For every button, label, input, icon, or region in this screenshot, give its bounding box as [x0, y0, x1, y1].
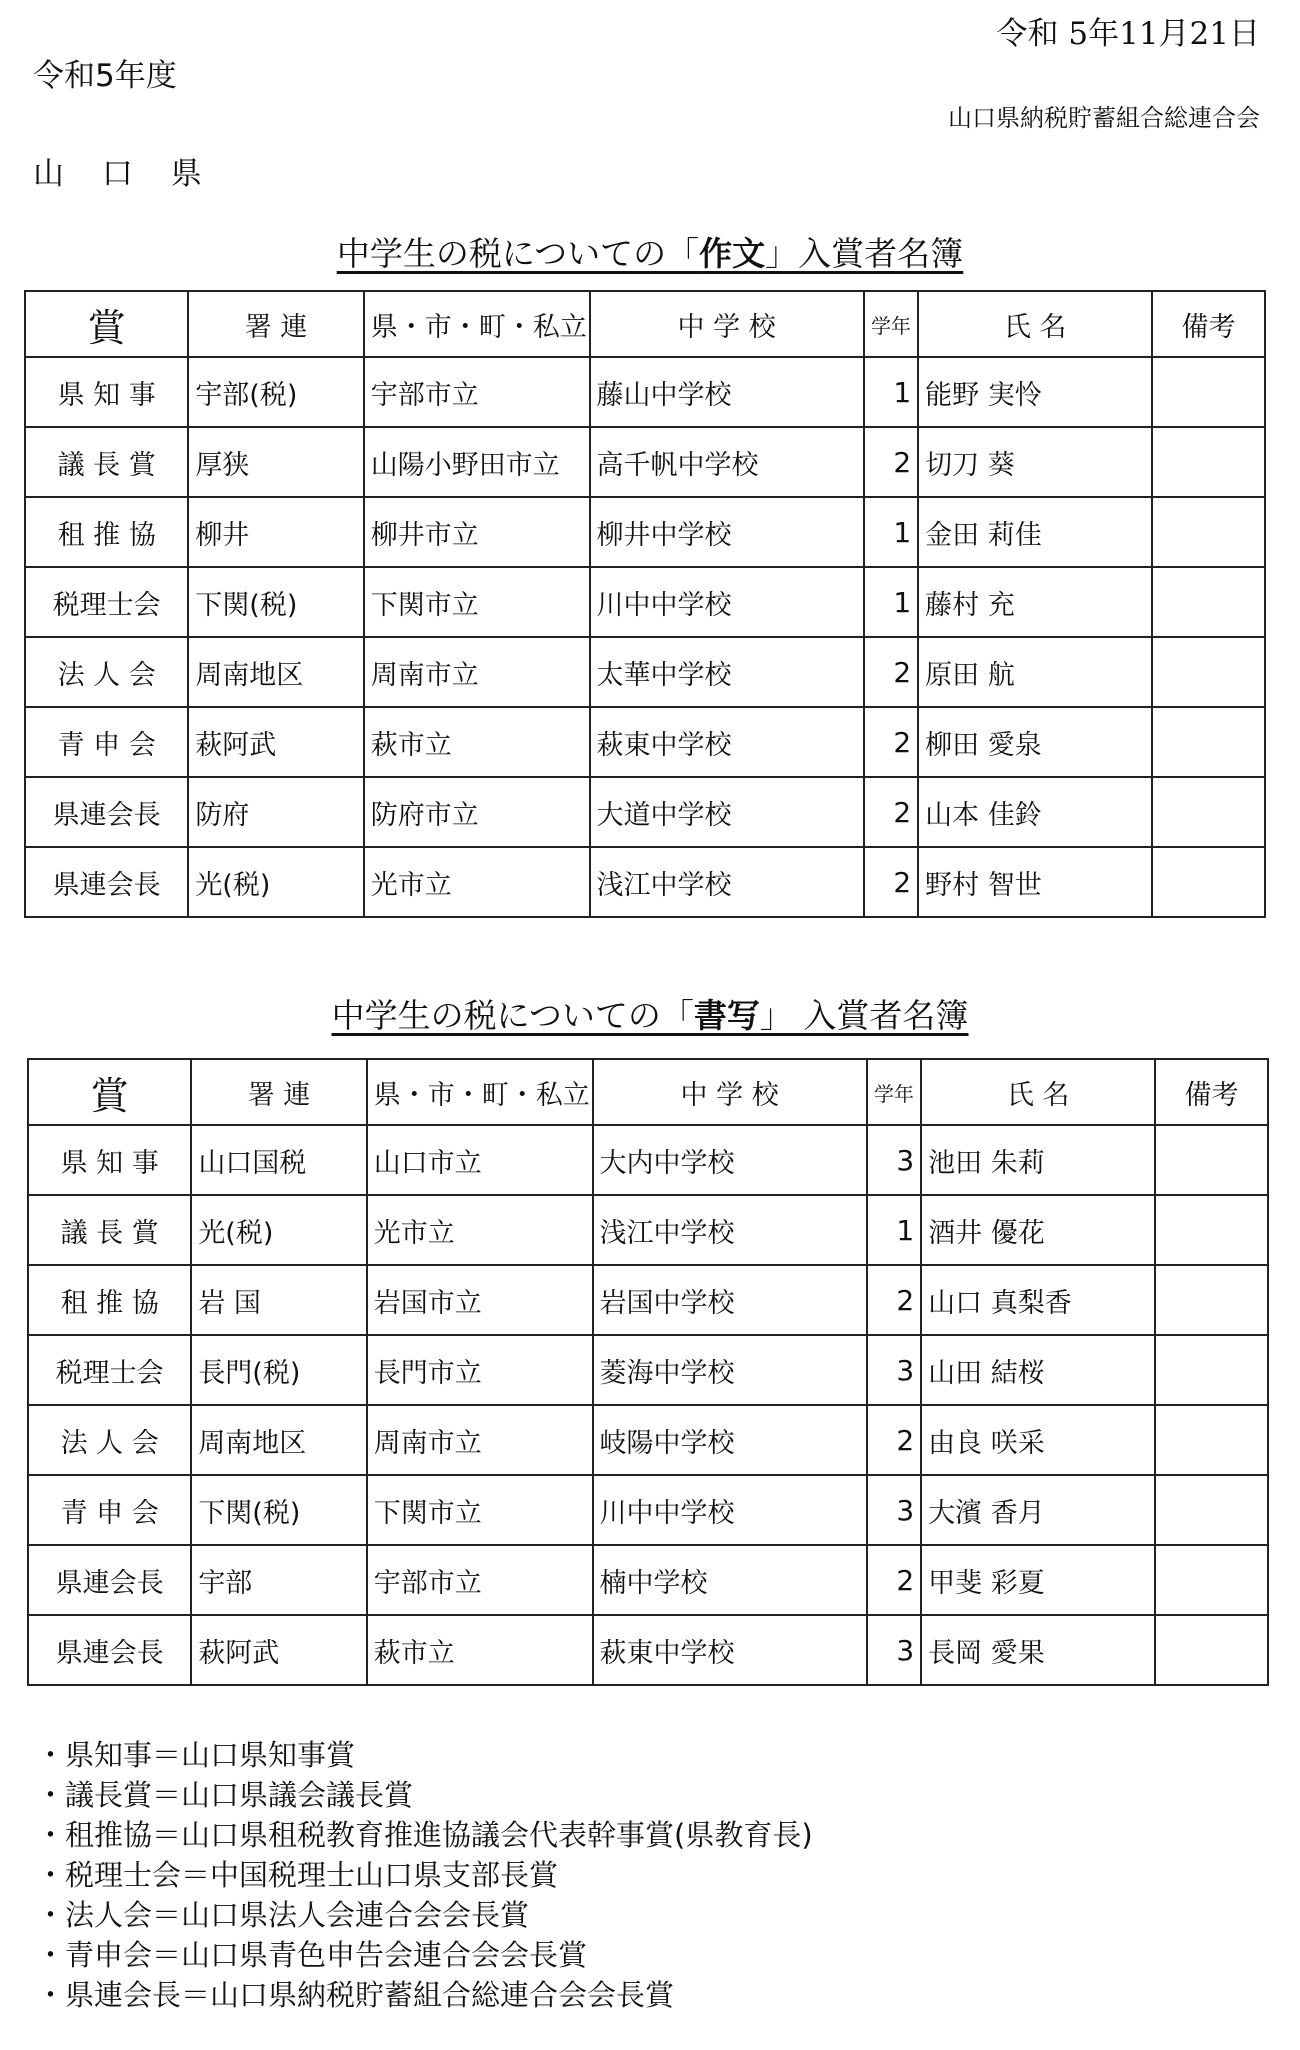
- cell-award: 県 知 事: [25, 357, 188, 427]
- cell-type: 下関市立: [364, 567, 590, 637]
- column-header-office: 署 連: [188, 291, 363, 357]
- table-row: [25, 637, 1265, 707]
- cell-type: 光市立: [364, 847, 590, 917]
- legend-item: ・議長賞＝山口県議会議長賞: [36, 1778, 414, 1812]
- cell-note: [1152, 427, 1265, 497]
- cell-school: 浅江中学校: [590, 847, 864, 917]
- cell-note: [1152, 567, 1265, 637]
- cell-name: 山口 真梨香: [921, 1265, 1155, 1335]
- cell-office: 周南地区: [188, 637, 363, 707]
- cell-office: 宇部(税): [188, 357, 363, 427]
- cell-type: 防府市立: [364, 777, 590, 847]
- cell-type: 長門市立: [367, 1335, 593, 1405]
- cell-type: 岩国市立: [367, 1265, 593, 1335]
- cell-school: 藤山中学校: [590, 357, 864, 427]
- table-row: [25, 497, 1265, 567]
- cell-grade: 1: [864, 497, 918, 567]
- cell-office: 萩阿武: [191, 1615, 366, 1685]
- cell-school: 太華中学校: [590, 637, 864, 707]
- cell-note: [1152, 637, 1265, 707]
- cell-grade: 2: [867, 1265, 921, 1335]
- cell-grade: 2: [864, 847, 918, 917]
- column-header-office: 署 連: [191, 1059, 366, 1125]
- cell-award: 県連会長: [25, 847, 188, 917]
- legend-item: ・法人会＝山口県法人会連合会会長賞: [36, 1898, 530, 1932]
- cell-school: 大内中学校: [593, 1125, 867, 1195]
- cell-grade: 1: [864, 567, 918, 637]
- cell-name: 由良 咲采: [921, 1405, 1155, 1475]
- cell-grade: 2: [864, 707, 918, 777]
- cell-type: 宇部市立: [367, 1545, 593, 1615]
- cell-type: 光市立: [367, 1195, 593, 1265]
- cell-school: 岩国中学校: [593, 1265, 867, 1335]
- column-header-grade: 学年: [867, 1059, 921, 1125]
- table-row: [28, 1335, 1268, 1405]
- legend-item: ・租推協＝山口県租税教育推進協議会代表幹事賞(県教育長): [36, 1818, 813, 1852]
- cell-name: 柳田 愛泉: [918, 707, 1152, 777]
- cell-school: 川中中学校: [593, 1475, 867, 1545]
- cell-name: 原田 航: [918, 637, 1152, 707]
- document-date: 令和 5年11月21日: [996, 16, 1260, 52]
- column-header-school: 中 学 校: [593, 1059, 867, 1125]
- cell-note: [1152, 497, 1265, 567]
- cell-type: 宇部市立: [364, 357, 590, 427]
- table-row: [25, 567, 1265, 637]
- cell-award: 県 知 事: [28, 1125, 191, 1195]
- table-row: [25, 777, 1265, 847]
- column-header-name: 氏 名: [921, 1059, 1155, 1125]
- column-header-type: 県・市・町・私立: [364, 291, 590, 357]
- calligraphy-table-title: 中学生の税についての「書写」 入賞者名簿: [331, 996, 969, 1035]
- cell-school: 高千帆中学校: [590, 427, 864, 497]
- cell-school: 萩東中学校: [590, 707, 864, 777]
- cell-type: 萩市立: [364, 707, 590, 777]
- cell-office: 萩阿武: [188, 707, 363, 777]
- cell-type: 周南市立: [364, 637, 590, 707]
- cell-grade: 2: [867, 1545, 921, 1615]
- cell-award: 県連会長: [28, 1545, 191, 1615]
- table-row: [28, 1475, 1268, 1545]
- column-header-type: 県・市・町・私立: [367, 1059, 593, 1125]
- cell-award: 議 長 賞: [25, 427, 188, 497]
- cell-note: [1155, 1545, 1268, 1615]
- cell-name: 野村 智世: [918, 847, 1152, 917]
- organization-name: 山口県納税貯蓄組合総連合会: [948, 104, 1260, 132]
- cell-type: 柳井市立: [364, 497, 590, 567]
- cell-name: 甲斐 彩夏: [921, 1545, 1155, 1615]
- column-header-grade: 学年: [864, 291, 918, 357]
- cell-award: 法 人 会: [25, 637, 188, 707]
- cell-note: [1155, 1265, 1268, 1335]
- cell-school: 菱海中学校: [593, 1335, 867, 1405]
- legend-item: ・県知事＝山口県知事賞: [36, 1738, 356, 1772]
- column-header-award: 賞: [28, 1059, 191, 1125]
- cell-name: 長岡 愛果: [921, 1615, 1155, 1685]
- cell-school: 岐陽中学校: [593, 1405, 867, 1475]
- table-row: [25, 847, 1265, 917]
- cell-office: 厚狭: [188, 427, 363, 497]
- table-row: [28, 1545, 1268, 1615]
- column-header-name: 氏 名: [918, 291, 1152, 357]
- legend-item: ・県連会長＝山口県納税貯蓄組合総連合会会長賞: [36, 1978, 675, 2012]
- cell-note: [1152, 357, 1265, 427]
- prefecture-name: 山 口 県: [33, 156, 216, 192]
- cell-note: [1152, 777, 1265, 847]
- column-header-note: 備考: [1155, 1059, 1268, 1125]
- cell-grade: 2: [867, 1405, 921, 1475]
- essay-winners-table: [24, 290, 1266, 918]
- cell-award: 法 人 会: [28, 1405, 191, 1475]
- cell-grade: 1: [867, 1195, 921, 1265]
- cell-school: 浅江中学校: [593, 1195, 867, 1265]
- column-header-award: 賞: [25, 291, 188, 357]
- cell-name: 大濱 香月: [921, 1475, 1155, 1545]
- column-header-note: 備考: [1152, 291, 1265, 357]
- cell-office: 岩 国: [191, 1265, 366, 1335]
- table-row: [28, 1125, 1268, 1195]
- cell-name: 切刀 葵: [918, 427, 1152, 497]
- legend-item: ・青申会＝山口県青色申告会連合会会長賞: [36, 1938, 588, 1972]
- cell-grade: 1: [864, 357, 918, 427]
- cell-name: 藤村 充: [918, 567, 1152, 637]
- essay-table-title: 中学生の税についての「作文」入賞者名簿: [336, 234, 964, 273]
- table-row: [25, 707, 1265, 777]
- cell-award: 青 申 会: [25, 707, 188, 777]
- award-legend: [36, 1735, 813, 2015]
- cell-office: 下関(税): [191, 1475, 366, 1545]
- cell-name: 山本 佳鈴: [918, 777, 1152, 847]
- cell-award: 租 推 協: [28, 1265, 191, 1335]
- cell-note: [1155, 1125, 1268, 1195]
- cell-note: [1155, 1615, 1268, 1685]
- cell-type: 萩市立: [367, 1615, 593, 1685]
- cell-school: 萩東中学校: [593, 1615, 867, 1685]
- table-header-row: [25, 291, 1265, 357]
- cell-school: 大道中学校: [590, 777, 864, 847]
- table-row: [25, 357, 1265, 427]
- cell-note: [1152, 707, 1265, 777]
- table-row: [25, 427, 1265, 497]
- cell-school: 柳井中学校: [590, 497, 864, 567]
- column-header-school: 中 学 校: [590, 291, 864, 357]
- cell-office: 光(税): [188, 847, 363, 917]
- cell-name: 山田 結桜: [921, 1335, 1155, 1405]
- cell-office: 柳井: [188, 497, 363, 567]
- cell-office: 周南地区: [191, 1405, 366, 1475]
- cell-school: 楠中学校: [593, 1545, 867, 1615]
- cell-office: 防府: [188, 777, 363, 847]
- cell-name: 能野 実怜: [918, 357, 1152, 427]
- cell-name: 池田 朱莉: [921, 1125, 1155, 1195]
- cell-grade: 3: [867, 1125, 921, 1195]
- cell-note: [1152, 847, 1265, 917]
- cell-office: 下関(税): [188, 567, 363, 637]
- cell-type: 山陽小野田市立: [364, 427, 590, 497]
- cell-office: 光(税): [191, 1195, 366, 1265]
- calligraphy-winners-table: [27, 1058, 1269, 1686]
- cell-award: 議 長 賞: [28, 1195, 191, 1265]
- cell-note: [1155, 1405, 1268, 1475]
- table-header-row: [28, 1059, 1268, 1125]
- table-row: [28, 1405, 1268, 1475]
- cell-award: 税理士会: [28, 1335, 191, 1405]
- cell-type: 周南市立: [367, 1405, 593, 1475]
- table-row: [28, 1195, 1268, 1265]
- cell-note: [1155, 1195, 1268, 1265]
- cell-grade: 2: [864, 777, 918, 847]
- cell-office: 宇部: [191, 1545, 366, 1615]
- cell-name: 酒井 優花: [921, 1195, 1155, 1265]
- cell-name: 金田 莉佳: [918, 497, 1152, 567]
- cell-note: [1155, 1475, 1268, 1545]
- cell-grade: 3: [867, 1335, 921, 1405]
- table-row: [28, 1265, 1268, 1335]
- cell-award: 税理士会: [25, 567, 188, 637]
- cell-note: [1155, 1335, 1268, 1405]
- cell-award: 租 推 協: [25, 497, 188, 567]
- cell-school: 川中中学校: [590, 567, 864, 637]
- cell-office: 山口国税: [191, 1125, 366, 1195]
- cell-award: 青 申 会: [28, 1475, 191, 1545]
- cell-grade: 2: [864, 427, 918, 497]
- cell-grade: 2: [864, 637, 918, 707]
- cell-grade: 3: [867, 1475, 921, 1545]
- table-row: [28, 1615, 1268, 1685]
- cell-type: 下関市立: [367, 1475, 593, 1545]
- cell-award: 県連会長: [28, 1615, 191, 1685]
- legend-item: ・税理士会＝中国税理士山口県支部長賞: [36, 1858, 559, 1892]
- cell-type: 山口市立: [367, 1125, 593, 1195]
- fiscal-year: 令和5年度: [33, 58, 177, 94]
- cell-award: 県連会長: [25, 777, 188, 847]
- cell-office: 長門(税): [191, 1335, 366, 1405]
- cell-grade: 3: [867, 1615, 921, 1685]
